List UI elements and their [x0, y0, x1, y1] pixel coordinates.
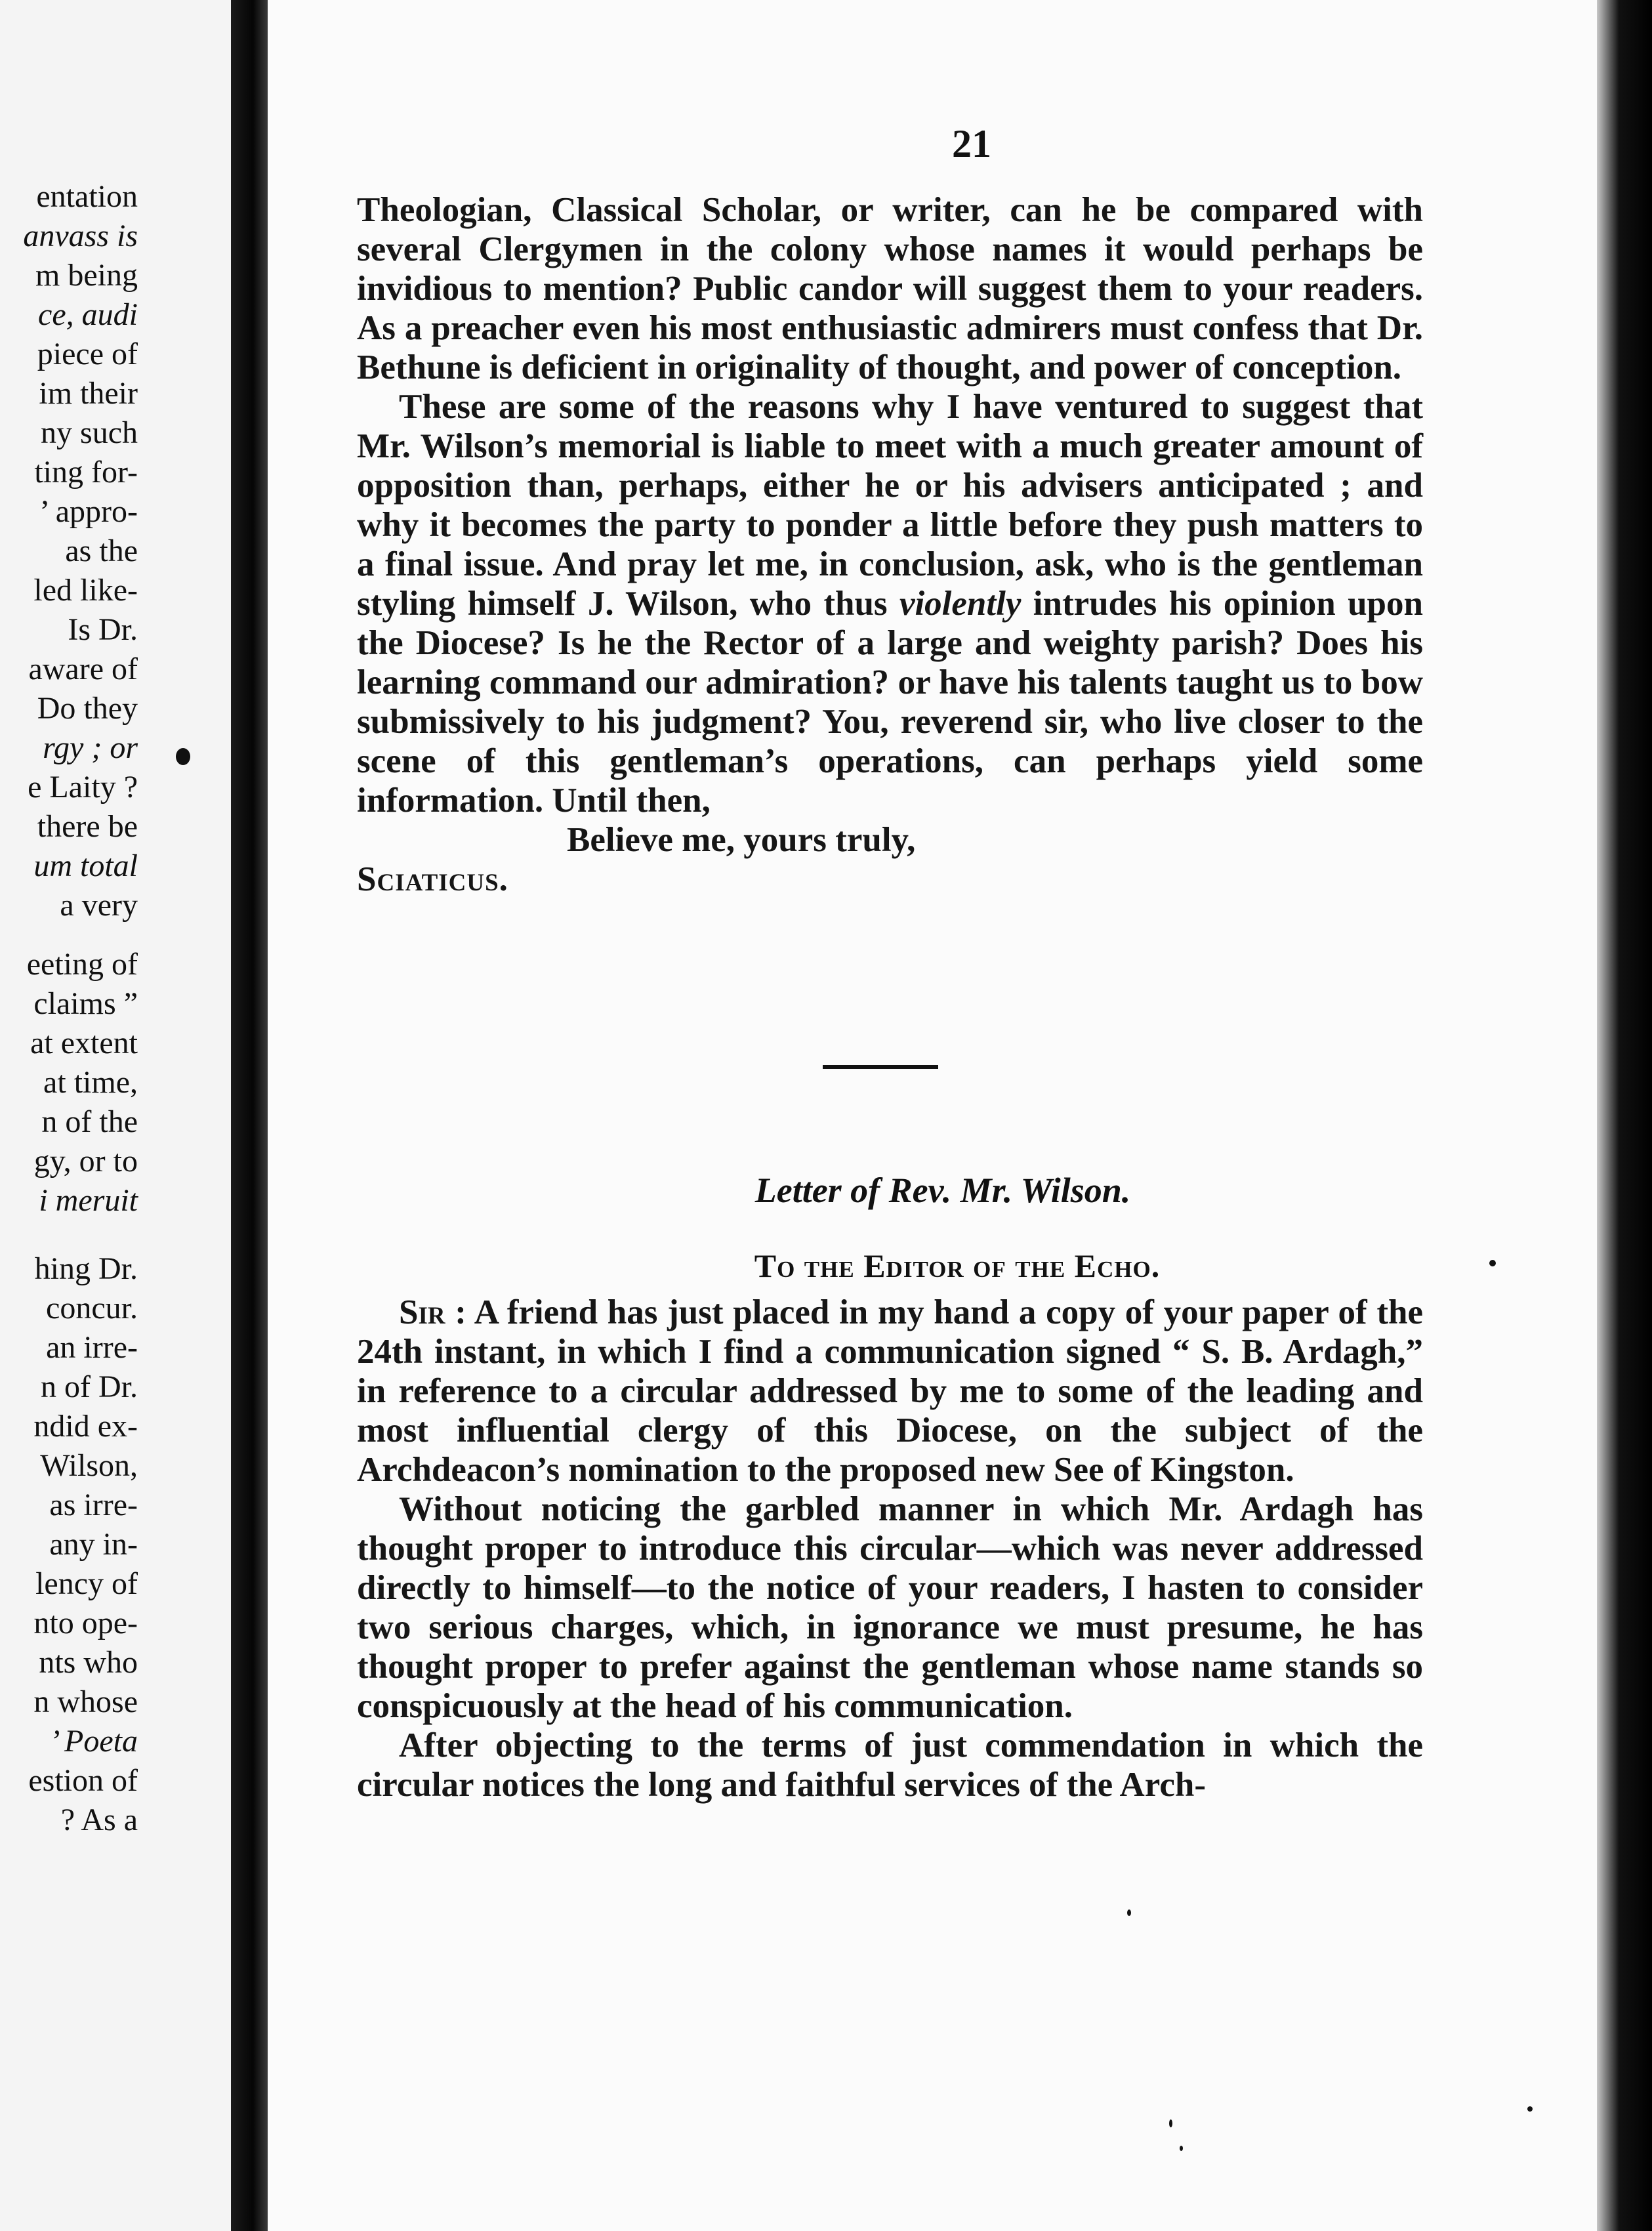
facing-page-line: ’ Poeta	[49, 1724, 138, 1759]
section-divider	[823, 1065, 938, 1069]
facing-page-line: rgy ; or	[43, 730, 138, 765]
facing-page-line: piece of	[37, 337, 138, 371]
facing-page-line: ndid ex-	[33, 1409, 138, 1444]
second-letter-paragraph-1-text: A friend has just placed in my hand a copy of your paper of the 24th instant, in which I find a communication signed “ S. B. Ardagh,” in reference to a circular addressed by me to some of the leading and most influential clergy of this Diocese, on the subject of the Archdeacon’s nomination to the proposed new See of Kingston.	[357, 1293, 1424, 1489]
second-letter-paragraph-1	[357, 1293, 1423, 1490]
facing-page-line: im their	[39, 376, 138, 411]
first-letter	[357, 190, 1423, 899]
closing-line: Believe me, yours truly,	[567, 821, 916, 859]
page-edge-shadow	[1597, 0, 1652, 2231]
ink-speck	[1169, 2119, 1172, 2127]
ink-speck	[1527, 2106, 1533, 2112]
facing-page-line: m being	[35, 258, 138, 293]
facing-page-line: ’ appro-	[39, 494, 138, 529]
facing-page-fragment	[0, 0, 231, 2231]
facing-page-line: i meruit	[39, 1183, 138, 1218]
facing-page-line: any in-	[49, 1527, 138, 1562]
facing-page-line: led like-	[33, 573, 138, 608]
facing-page-line: Do they	[37, 691, 138, 726]
facing-page-line: entation	[36, 179, 138, 214]
facing-page-line: at extent	[30, 1026, 138, 1060]
first-letter-paragraph-1: Theologian, Classical Scholar, or writer, can he be compared with several Clergymen in the colony whose names it would perhaps be invidious to mention? Public candor will suggest them to your readers. As a preacher even his most enthusiastic admirers must confess that Dr. Bethune is deficient in originality of thought, and power of conception.	[357, 191, 1423, 386]
facing-page-line: lency of	[35, 1566, 138, 1601]
paragraph-2-italic: violently	[899, 585, 1022, 623]
page-number: 21	[952, 122, 991, 165]
article-heading: Letter of Rev. Mr. Wilson.	[754, 1171, 1131, 1210]
facing-page-line: anvass is	[23, 219, 138, 253]
facing-page-line: n whose	[33, 1684, 138, 1719]
page	[268, 0, 1597, 2231]
facing-page-line: as irre-	[49, 1488, 138, 1522]
facing-page-line: ? As a	[60, 1803, 138, 1837]
facing-page-line: estion of	[28, 1763, 138, 1798]
facing-page-line: claims ”	[33, 986, 138, 1021]
facing-page-line: n of the	[41, 1104, 138, 1139]
facing-page-line: a very	[60, 888, 138, 923]
facing-page-line: eeting of	[26, 947, 138, 982]
facing-page-line: as the	[65, 533, 138, 568]
second-letter	[357, 1293, 1423, 1804]
signature: Sciaticus.	[357, 860, 508, 898]
address-line: To the Editor of the Echo.	[754, 1247, 1161, 1284]
facing-page-line: at time,	[43, 1065, 138, 1100]
salutation: Sir :	[399, 1293, 466, 1331]
second-letter-paragraph-3: After objecting to the terms of just commendation in which the circular notices the long and faithful services of the Arch-	[357, 1726, 1423, 1804]
facing-page-line: Wilson,	[40, 1448, 138, 1483]
facing-page-line: aware of	[28, 652, 138, 686]
facing-page-text	[0, 0, 231, 2231]
facing-page-line: Is Dr.	[68, 612, 138, 647]
ink-speck	[1180, 2146, 1183, 2151]
ink-speck	[1127, 1909, 1131, 1916]
facing-page-line: ny such	[41, 415, 138, 450]
book-gutter	[231, 0, 268, 2231]
facing-page-line: ting for-	[34, 455, 138, 490]
facing-page-line: an irre-	[46, 1330, 138, 1365]
facing-page-line: ce, audi	[38, 297, 138, 332]
facing-page-line: nts who	[39, 1645, 138, 1680]
paragraph-2-text-b: intrudes his opinion upon the Diocese? Is he the Rector of a large and weighty parish? Does his learning command our admiration? or have his talents taught us to bow submissively to his judgment? You, reverend sir, who live closer to the scene of this gentleman’s operations, can perhaps yield some information. Until then,	[357, 585, 1423, 820]
second-letter-paragraph-2: Without noticing the garbled manner in which Mr. Ardagh has thought proper to introduce this circular—which was never addressed directly to himself—to the notice of your readers, I hasten to consider two serious charges, which, in ignorance we must presume, he has thought proper to prefer against the gentleman whose name stands so conspicuously at the head of his communication.	[357, 1490, 1423, 1725]
ink-speck	[1489, 1260, 1496, 1266]
facing-page-line: concur.	[46, 1291, 138, 1325]
first-letter-paragraph-2	[357, 387, 1423, 820]
paragraph-2-text-a: These are some of the reasons why I have ventured to suggest that Mr. Wilson’s memorial is liable to meet with a much greater amount of opposition than, perhaps, either he or his advisers anticipated ; and why it becomes the party to ponder a little before they push matters to a final issue. And pray let me, in conclusion, ask, who is the gentleman styling himself J. Wilson, who thus	[357, 388, 1423, 623]
facing-page-line: nto ope-	[33, 1606, 138, 1640]
facing-page-line: gy, or to	[33, 1144, 138, 1178]
facing-page-line: um total	[33, 848, 138, 883]
facing-page-line: there be	[37, 809, 138, 844]
facing-page-line: e Laity ?	[28, 770, 138, 804]
ink-speck	[176, 748, 190, 765]
facing-page-line: hing Dr.	[34, 1251, 138, 1286]
facing-page-line: n of Dr.	[41, 1369, 138, 1404]
